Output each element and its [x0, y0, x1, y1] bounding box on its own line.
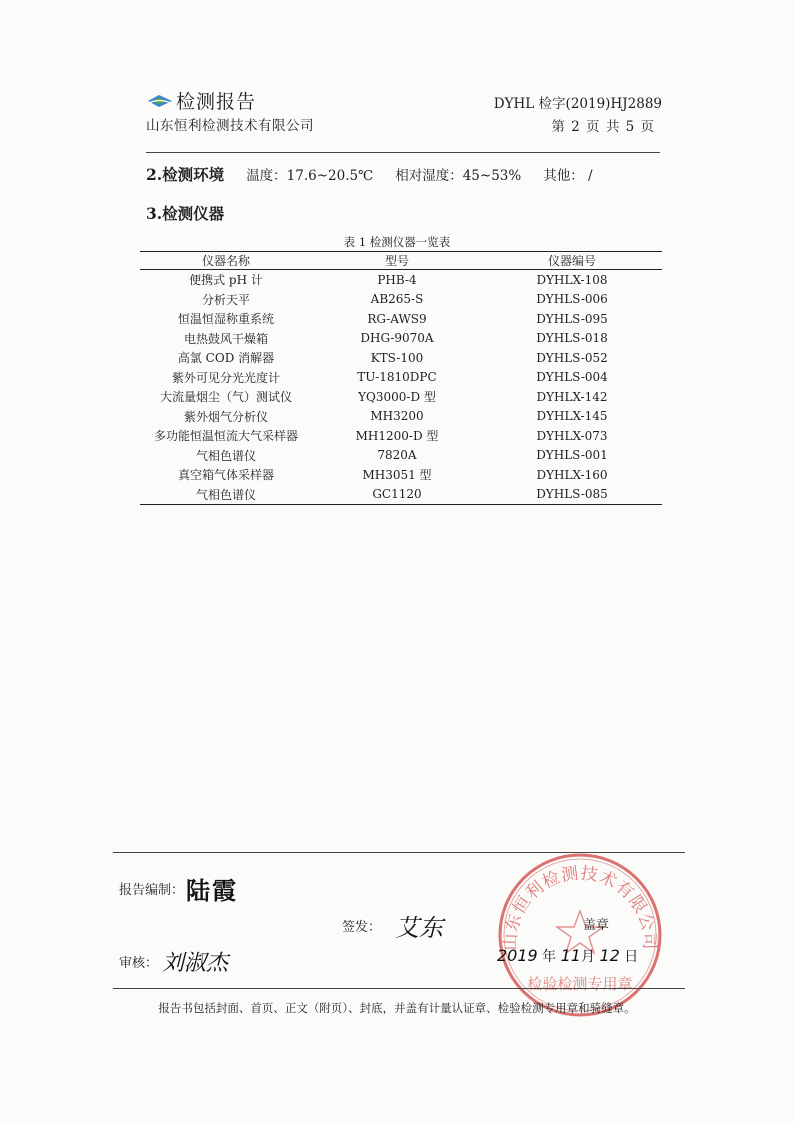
table-row: [140, 290, 662, 310]
document-number: DYHL 检字(2019)HJ2889: [493, 96, 662, 112]
instrument-id-cell: DYHLX-142: [536, 389, 608, 404]
instrument-name-cell: 分析天平: [201, 292, 250, 307]
table-row: [140, 368, 662, 388]
date-day: 12: [599, 946, 620, 965]
instrument-name-cell: 紫外烟气分析仪: [183, 409, 268, 424]
table-row: [140, 446, 662, 466]
compiled-label: 报告编制：: [119, 883, 185, 898]
signoff-date: [497, 946, 638, 966]
table-row: [140, 329, 662, 349]
instrument-model-cell: TU-1810DPC: [357, 370, 437, 385]
instrument-id-cell: DYHLS-095: [536, 311, 608, 326]
instrument-id-cell: DYHLX-073: [536, 428, 608, 443]
report-header: [146, 87, 256, 114]
instrument-name-cell: 气相色谱仪: [140, 485, 312, 505]
column-header-id: 仪器编号: [482, 252, 662, 270]
instrument-model-cell: PHB-4: [377, 272, 417, 287]
instrument-name-cell: 恒温恒湿称重系统: [177, 312, 274, 327]
instrument-id-cell: DYHLS-018: [536, 331, 608, 346]
instruments-table: [140, 251, 662, 505]
instrument-name-cell: 便携式 pH 计: [189, 273, 263, 288]
seal-bottom-text: 检验检测专用章: [527, 975, 633, 993]
instrument-model-cell: YQ3000-D 型: [358, 390, 436, 405]
table-caption: 表 1 检测仪器一览表: [343, 235, 451, 249]
instrument-model-cell: MH3051 型: [362, 468, 432, 483]
instrument-name-cell: 大流量烟尘（气）测试仪: [159, 390, 292, 405]
table-row: [140, 465, 662, 485]
footer-note: 报告书包括封面、首页、正文（附页）、封底，并盖有计量认证章、检验检测专用章和骑缝章。: [158, 1001, 636, 1015]
date-year-unit: 年: [542, 949, 557, 965]
instrument-name-cell: 紫外可见分光光度计: [171, 370, 280, 385]
seal-label: 盖章: [583, 918, 610, 933]
instrument-id-cell: DYHLX-108: [536, 272, 608, 287]
instrument-id-cell: DYHLS-052: [536, 350, 608, 365]
official-seal-icon: [492, 847, 668, 1023]
company-logo-icon: [146, 92, 174, 110]
instrument-id-cell: DYHLS-004: [536, 370, 608, 385]
instrument-id-cell: DYHLS-006: [536, 292, 608, 307]
compiled-signature: 陆霞: [186, 877, 239, 905]
instrument-id-cell: DYHLS-085: [482, 485, 662, 505]
instrument-model-cell: AB265-S: [370, 292, 424, 307]
date-month-unit: 月: [580, 949, 595, 965]
table-row: [140, 387, 662, 407]
compiled-by: [119, 871, 238, 906]
instrument-name-cell: 高氯 COD 消解器: [177, 351, 275, 366]
instrument-model-cell: MH1200-D 型: [355, 429, 439, 444]
date-day-unit: 日: [624, 949, 639, 965]
table-row: [140, 309, 662, 329]
seal-top-text: 山东恒利检测技术有限公司: [500, 863, 660, 951]
issued-label: 签发：: [342, 920, 382, 935]
table-row: [140, 407, 662, 427]
company-name: 山东恒利检测技术有限公司: [146, 118, 314, 134]
reviewed-by: [119, 946, 228, 977]
date-month: 11: [560, 946, 581, 965]
instrument-model-cell: KTS-100: [370, 350, 424, 365]
page-indicator: 第 2 页 共 5 页: [551, 119, 654, 135]
instrument-id-cell: DYHLX-145: [536, 409, 608, 424]
date-year: 2019: [497, 946, 538, 965]
instrument-model-cell: RG-AWS9: [367, 311, 427, 326]
table-row: [140, 270, 662, 290]
column-header-model: 型号: [312, 252, 482, 270]
environment-heading: 2.检测环境: [146, 165, 225, 184]
issued-by: [342, 908, 443, 943]
issued-signature: 艾东: [395, 914, 444, 942]
table-row: [140, 485, 662, 505]
instrument-name-cell: 气相色谱仪: [195, 448, 256, 463]
instrument-model-cell: GC1120: [312, 485, 482, 505]
reviewed-signature: 刘淑杰: [162, 951, 229, 976]
instrument-name-cell: 多功能恒温恒流大气采样器: [153, 429, 298, 444]
instrument-model-cell: DHG-9070A: [360, 331, 434, 346]
header-divider: [146, 152, 660, 153]
humidity-value: 相对湿度：45~53%: [395, 168, 522, 184]
report-title: 检测报告: [176, 91, 257, 113]
table-row: [140, 348, 662, 368]
instrument-name-cell: 真空箱气体采样器: [177, 468, 274, 483]
column-header-name: 仪器名称: [140, 252, 312, 270]
instrument-model-cell: 7820A: [377, 448, 417, 463]
table-header-row: [140, 252, 662, 270]
instrument-model-cell: MH3200: [370, 409, 424, 424]
instrument-name-cell: 电热鼓风干燥箱: [183, 331, 268, 346]
instrument-id-cell: DYHLX-160: [536, 467, 608, 482]
environment-section: [146, 163, 615, 185]
instrument-id-cell: DYHLS-001: [536, 448, 608, 463]
table-row: [140, 426, 662, 446]
footer-divider: [113, 988, 685, 989]
reviewed-label: 审核：: [119, 956, 159, 971]
other-value: 其他： /: [543, 168, 593, 184]
instruments-heading: 3.检测仪器: [146, 204, 225, 223]
temperature-value: 温度：17.6~20.5℃: [246, 168, 374, 184]
